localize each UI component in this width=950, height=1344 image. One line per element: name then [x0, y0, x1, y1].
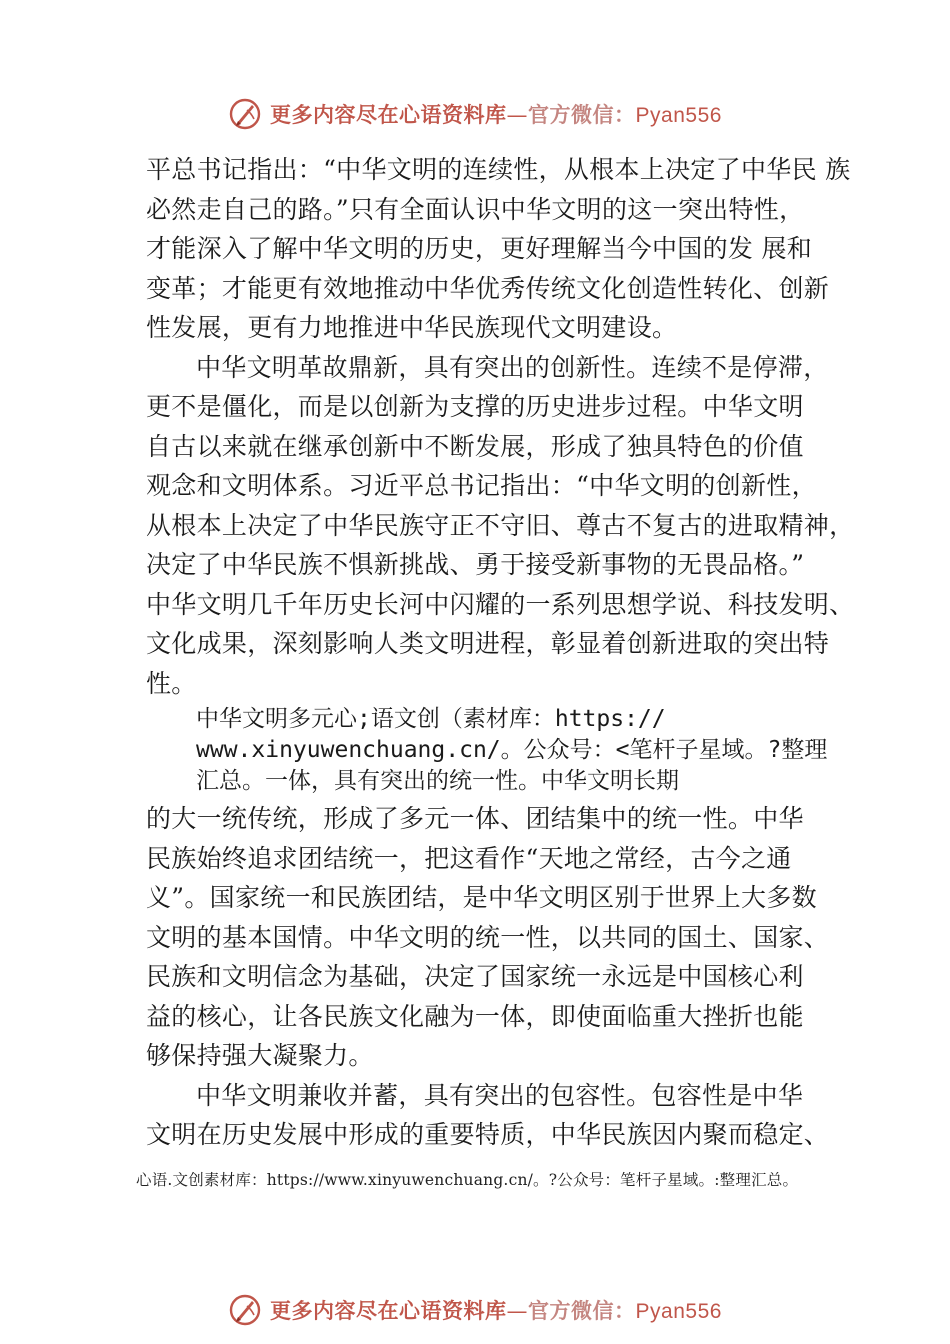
text-line: 从根本上决定了中华民族守正不守旧、尊古不复古的进取精神，	[146, 510, 855, 540]
text-line: 自古以来就在继承创新中不断发展，形成了独具特色的价值	[146, 431, 804, 461]
document-body	[146, 150, 855, 1155]
text-line: 益的核心，让各民族文化融为一体，即使面临重大挫折也能	[146, 1001, 804, 1031]
text-line: 观念和文明体系。习近平总书记指出：“中华文明的创新性，	[146, 471, 817, 500]
text-line: 变革；才能更有效地推动中华优秀传统文化创造性转化、创新	[146, 273, 830, 303]
text-line: 才能深入了解中华文明的历史，更好理解当今中国的发 展和	[146, 234, 813, 263]
text-line: 必然走自己的路。”只有全面认识中华文明的这一突出特性，	[146, 194, 805, 224]
text-line: www.xinyuwenchuang.cn/。公众号：<笔杆子星域。?整理	[196, 737, 828, 763]
text-line: 文明在历史发展中形成的重要特质，中华民族因内聚而稳定、	[146, 1120, 830, 1149]
quill-pen-icon	[228, 97, 262, 131]
text-line: 中华文明几千年历史长河中闪耀的一系列思想学说、科技发明、	[146, 589, 855, 619]
text-line: 够保持强大凝聚力。	[146, 1041, 374, 1070]
text-line: 义”。国家统一和民族团结，是中华文明区别于世界上大多数	[146, 883, 817, 912]
paragraph-3-header	[146, 704, 826, 797]
text-line: 的大一统传统，形成了多元一体、团结集中的统一性。中华	[146, 804, 804, 833]
text-line: 中华文明多元心;语文创（素材库：https://	[196, 706, 666, 732]
footer-banner	[0, 1290, 950, 1330]
text-line: 性。	[146, 668, 197, 698]
paragraph-3	[146, 799, 830, 1076]
text-line: 中华文明革故鼎新，具有突出的创新性。连续不是停滞，	[196, 352, 829, 382]
header-banner	[0, 94, 950, 134]
paragraph-4	[146, 1076, 830, 1155]
text-line: 更不是僵化，而是以创新为支撑的历史进步过程。中华文明	[146, 392, 804, 421]
banner-text: 更多内容尽在心语资料库—官方微信：Pyan556	[270, 1299, 722, 1323]
text-line: 中华文明兼收并蓄，具有突出的包容性。包容性是中华	[196, 1080, 804, 1110]
paragraph-1	[146, 150, 851, 348]
text-line: 汇总。一体，具有突出的统一性。中华文明长期	[196, 768, 679, 794]
quill-pen-icon	[228, 1293, 262, 1327]
paragraph-2	[146, 348, 855, 704]
banner-text: 更多内容尽在心语资料库—官方微信：Pyan556	[270, 103, 722, 127]
text-line: 文明的基本国情。中华文明的统一性，以共同的国土、国家、	[146, 922, 830, 952]
text-line: 性发展，更有力地推进中华民族现代文明建设。	[146, 313, 678, 342]
text-line: 民族始终追求团结统一，把这看作“天地之常经，古今之通	[146, 843, 792, 873]
text-line: 文化成果，深刻影响人类文明进程，彰显着创新进取的突出特	[146, 629, 830, 658]
text-line: 民族和文明信念为基础，决定了国家统一永远是中国核心利	[146, 962, 804, 991]
text-line: 平总书记指出：“中华文明的连续性，从根本上决定了中华民 族	[146, 155, 851, 184]
text-line: 决定了中华民族不惧新挑战、勇于接受新事物的无畏品格。”	[146, 550, 805, 579]
footer-note: 心语.文创素材库：https://www.xinyuwenchuang.cn/。?公众号：笔杆子星域。:整理汇总。	[136, 1171, 799, 1189]
